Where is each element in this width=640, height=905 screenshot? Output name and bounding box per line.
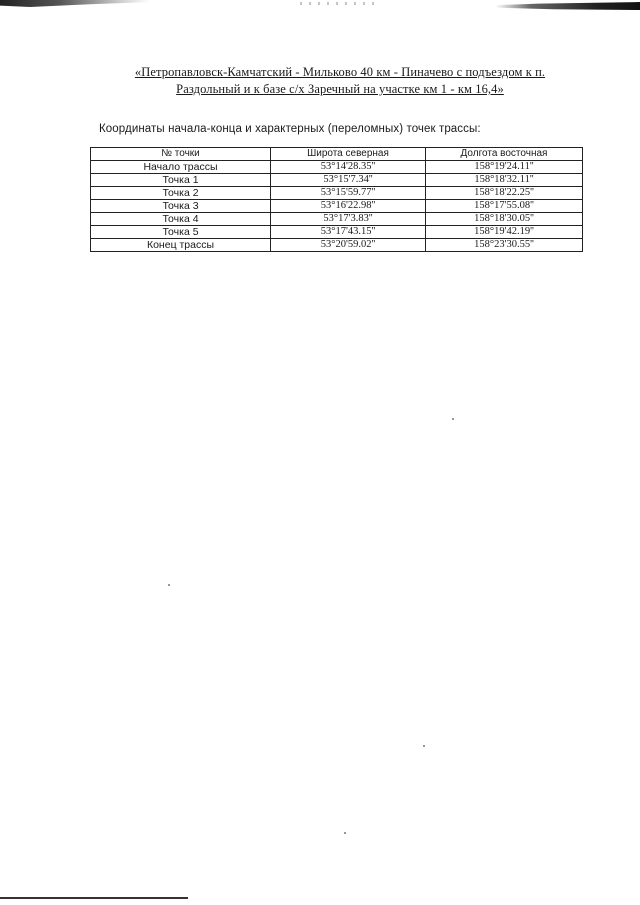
column-header-longitude: Долгота восточная — [426, 148, 583, 161]
point-name: Конец трассы — [91, 239, 271, 252]
longitude-value: 158°19'24.11'' — [426, 161, 583, 174]
table-row — [91, 226, 583, 239]
scan-artifact-top-middle — [300, 2, 380, 5]
latitude-value: 53°20'59.02'' — [271, 239, 426, 252]
scan-speck — [423, 745, 425, 747]
longitude-value: 158°18'32.11'' — [426, 174, 583, 187]
point-name: Начало трассы — [91, 161, 271, 174]
point-name: Точка 1 — [91, 174, 271, 187]
latitude-value: 53°14'28.35'' — [271, 161, 426, 174]
document-title — [110, 64, 570, 98]
table-row — [91, 200, 583, 213]
point-name: Точка 5 — [91, 226, 271, 239]
point-name: Точка 2 — [91, 187, 271, 200]
latitude-value: 53°17'3.83'' — [271, 213, 426, 226]
table-row — [91, 174, 583, 187]
document-title-line-1: «Петропавловск-Камчатский - Мильково 40 км - Пиначево с подъездом к п. — [134, 65, 546, 79]
table-row — [91, 239, 583, 252]
latitude-value: 53°16'22.98'' — [271, 200, 426, 213]
longitude-value: 158°19'42.19'' — [426, 226, 583, 239]
scan-artifact-bottom-line — [0, 897, 188, 899]
intro-text: Координаты начала-конца и характерных (переломных) точек трассы: — [99, 123, 481, 135]
longitude-value: 158°18'30.05'' — [426, 213, 583, 226]
longitude-value: 158°23'30.55'' — [426, 239, 583, 252]
table-row — [91, 161, 583, 174]
latitude-value: 53°17'43.15'' — [271, 226, 426, 239]
scan-speck — [344, 832, 346, 834]
latitude-value: 53°15'59.77'' — [271, 187, 426, 200]
latitude-value: 53°15'7.34'' — [271, 174, 426, 187]
table-row — [91, 187, 583, 200]
scan-speck — [452, 418, 454, 420]
coordinates-table — [90, 147, 583, 252]
point-name: Точка 3 — [91, 200, 271, 213]
document-title-line-2: Раздольный и к базе с/х Заречный на участке км 1 - км 16,4» — [176, 82, 504, 96]
column-header-latitude: Широта северная — [271, 148, 426, 161]
column-header-point: № точки — [91, 148, 271, 161]
point-name: Точка 4 — [91, 213, 271, 226]
scan-speck — [168, 584, 170, 586]
longitude-value: 158°17'55.08'' — [426, 200, 583, 213]
table-header-row — [91, 148, 583, 161]
longitude-value: 158°18'22.25'' — [426, 187, 583, 200]
scan-artifact-top-left — [0, 0, 150, 7]
scan-artifact-top-right — [495, 2, 640, 10]
table-row — [91, 213, 583, 226]
